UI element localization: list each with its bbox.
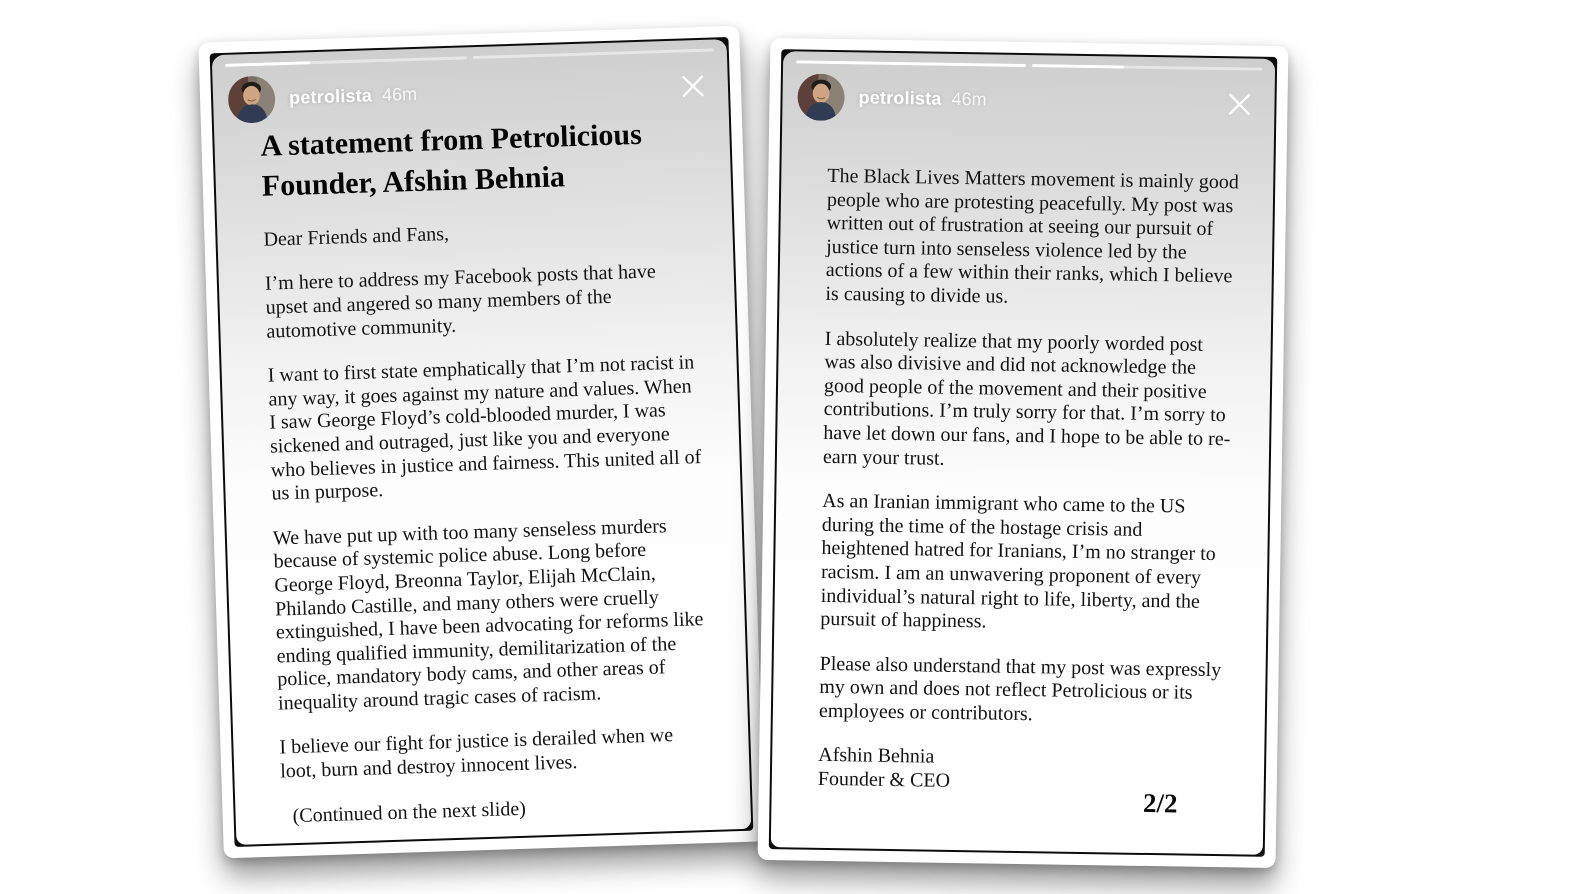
story-timestamp: 46m xyxy=(951,88,987,110)
continued-note: (Continued on the next slide) xyxy=(292,797,527,827)
phone-screen xyxy=(769,49,1278,857)
story-header xyxy=(782,63,1275,128)
letter-paragraph: As an Iranian immigrant who came to the US during the time of the hostage crisis and heightened hatred for Iranians, I’m no stranger to racism. I am an unwavering proponent of every individual’s natural right to life, liberty, and the pursuit of happiness. xyxy=(820,489,1216,633)
letter-paragraph: I want to first state emphatically that I’m not racist in any way, it goes against my nature and values. When I saw George Floyd’s cold-blooded murder, I was sickened and outraged, just like you and everyone who believes in justice and fairness. This united all of us in purpose. xyxy=(267,351,702,505)
story-username[interactable]: petrolista xyxy=(858,87,942,109)
statement-title: A statement from Petrolicious Founder, Afshin Behnia xyxy=(260,117,643,203)
signature-title: Founder & CEO xyxy=(817,767,951,792)
story-username[interactable]: petrolista xyxy=(288,85,373,108)
close-icon[interactable] xyxy=(675,68,710,103)
letter-paragraph: I believe our fight for justice is derailed when we loot, burn and destroy innocent lives. xyxy=(279,724,674,783)
phone-screen xyxy=(210,37,754,847)
letter-paragraph: I absolutely realize that my poorly worded post was also divisive and did not acknowledge the good people of the movement and their positive contributions. I’m truly sorry for that. I’m sorry to have let down our fans, and I hope to be able to re-earn your trust. xyxy=(822,327,1231,470)
letter-paragraph: We have put up with too many senseless murders because of systemic police abuse. Long before George Floyd, Breonna Taylor, Elijah McClain, Philando Castille, and many others were cruelly extinguished, I have been advocating for reforms like ending qualified immunity, demilitarization of the police, mandatory body cams, and other areas of inequality around tragic cases of racism. xyxy=(272,514,704,715)
letter-paragraph: Please also understand that my post was expressly my own and does not reflect Petrolicious or its employees or contributors. xyxy=(818,652,1222,726)
story-slide-2[interactable] xyxy=(771,51,1275,855)
story-card-slide-2 xyxy=(758,38,1289,868)
avatar[interactable] xyxy=(227,75,275,123)
story-timestamp: 46m xyxy=(381,83,418,105)
letter-paragraph: I’m here to address my Facebook posts that have upset and angered so many members of the automotive community. xyxy=(264,260,657,343)
story-slide-1[interactable] xyxy=(212,39,752,845)
avatar[interactable] xyxy=(797,73,845,121)
letter-body xyxy=(818,165,1240,798)
signature-name: Afshin Behnia xyxy=(818,744,935,769)
letter-greeting: Dear Friends and Fans, xyxy=(263,222,450,251)
letter-paragraph: The Black Lives Matters movement is mainly good people who are protesting peacefully. My post was written out of frustration at seeing our pursuit of justice turn into senseless violence led by the actions of a few within their ranks, which I believe is causing to divide us. xyxy=(825,164,1240,308)
story-card-slide-1 xyxy=(198,26,764,859)
close-icon[interactable] xyxy=(1222,87,1257,122)
letter-body xyxy=(263,215,716,829)
page-indicator: 2/2 xyxy=(1142,787,1178,819)
